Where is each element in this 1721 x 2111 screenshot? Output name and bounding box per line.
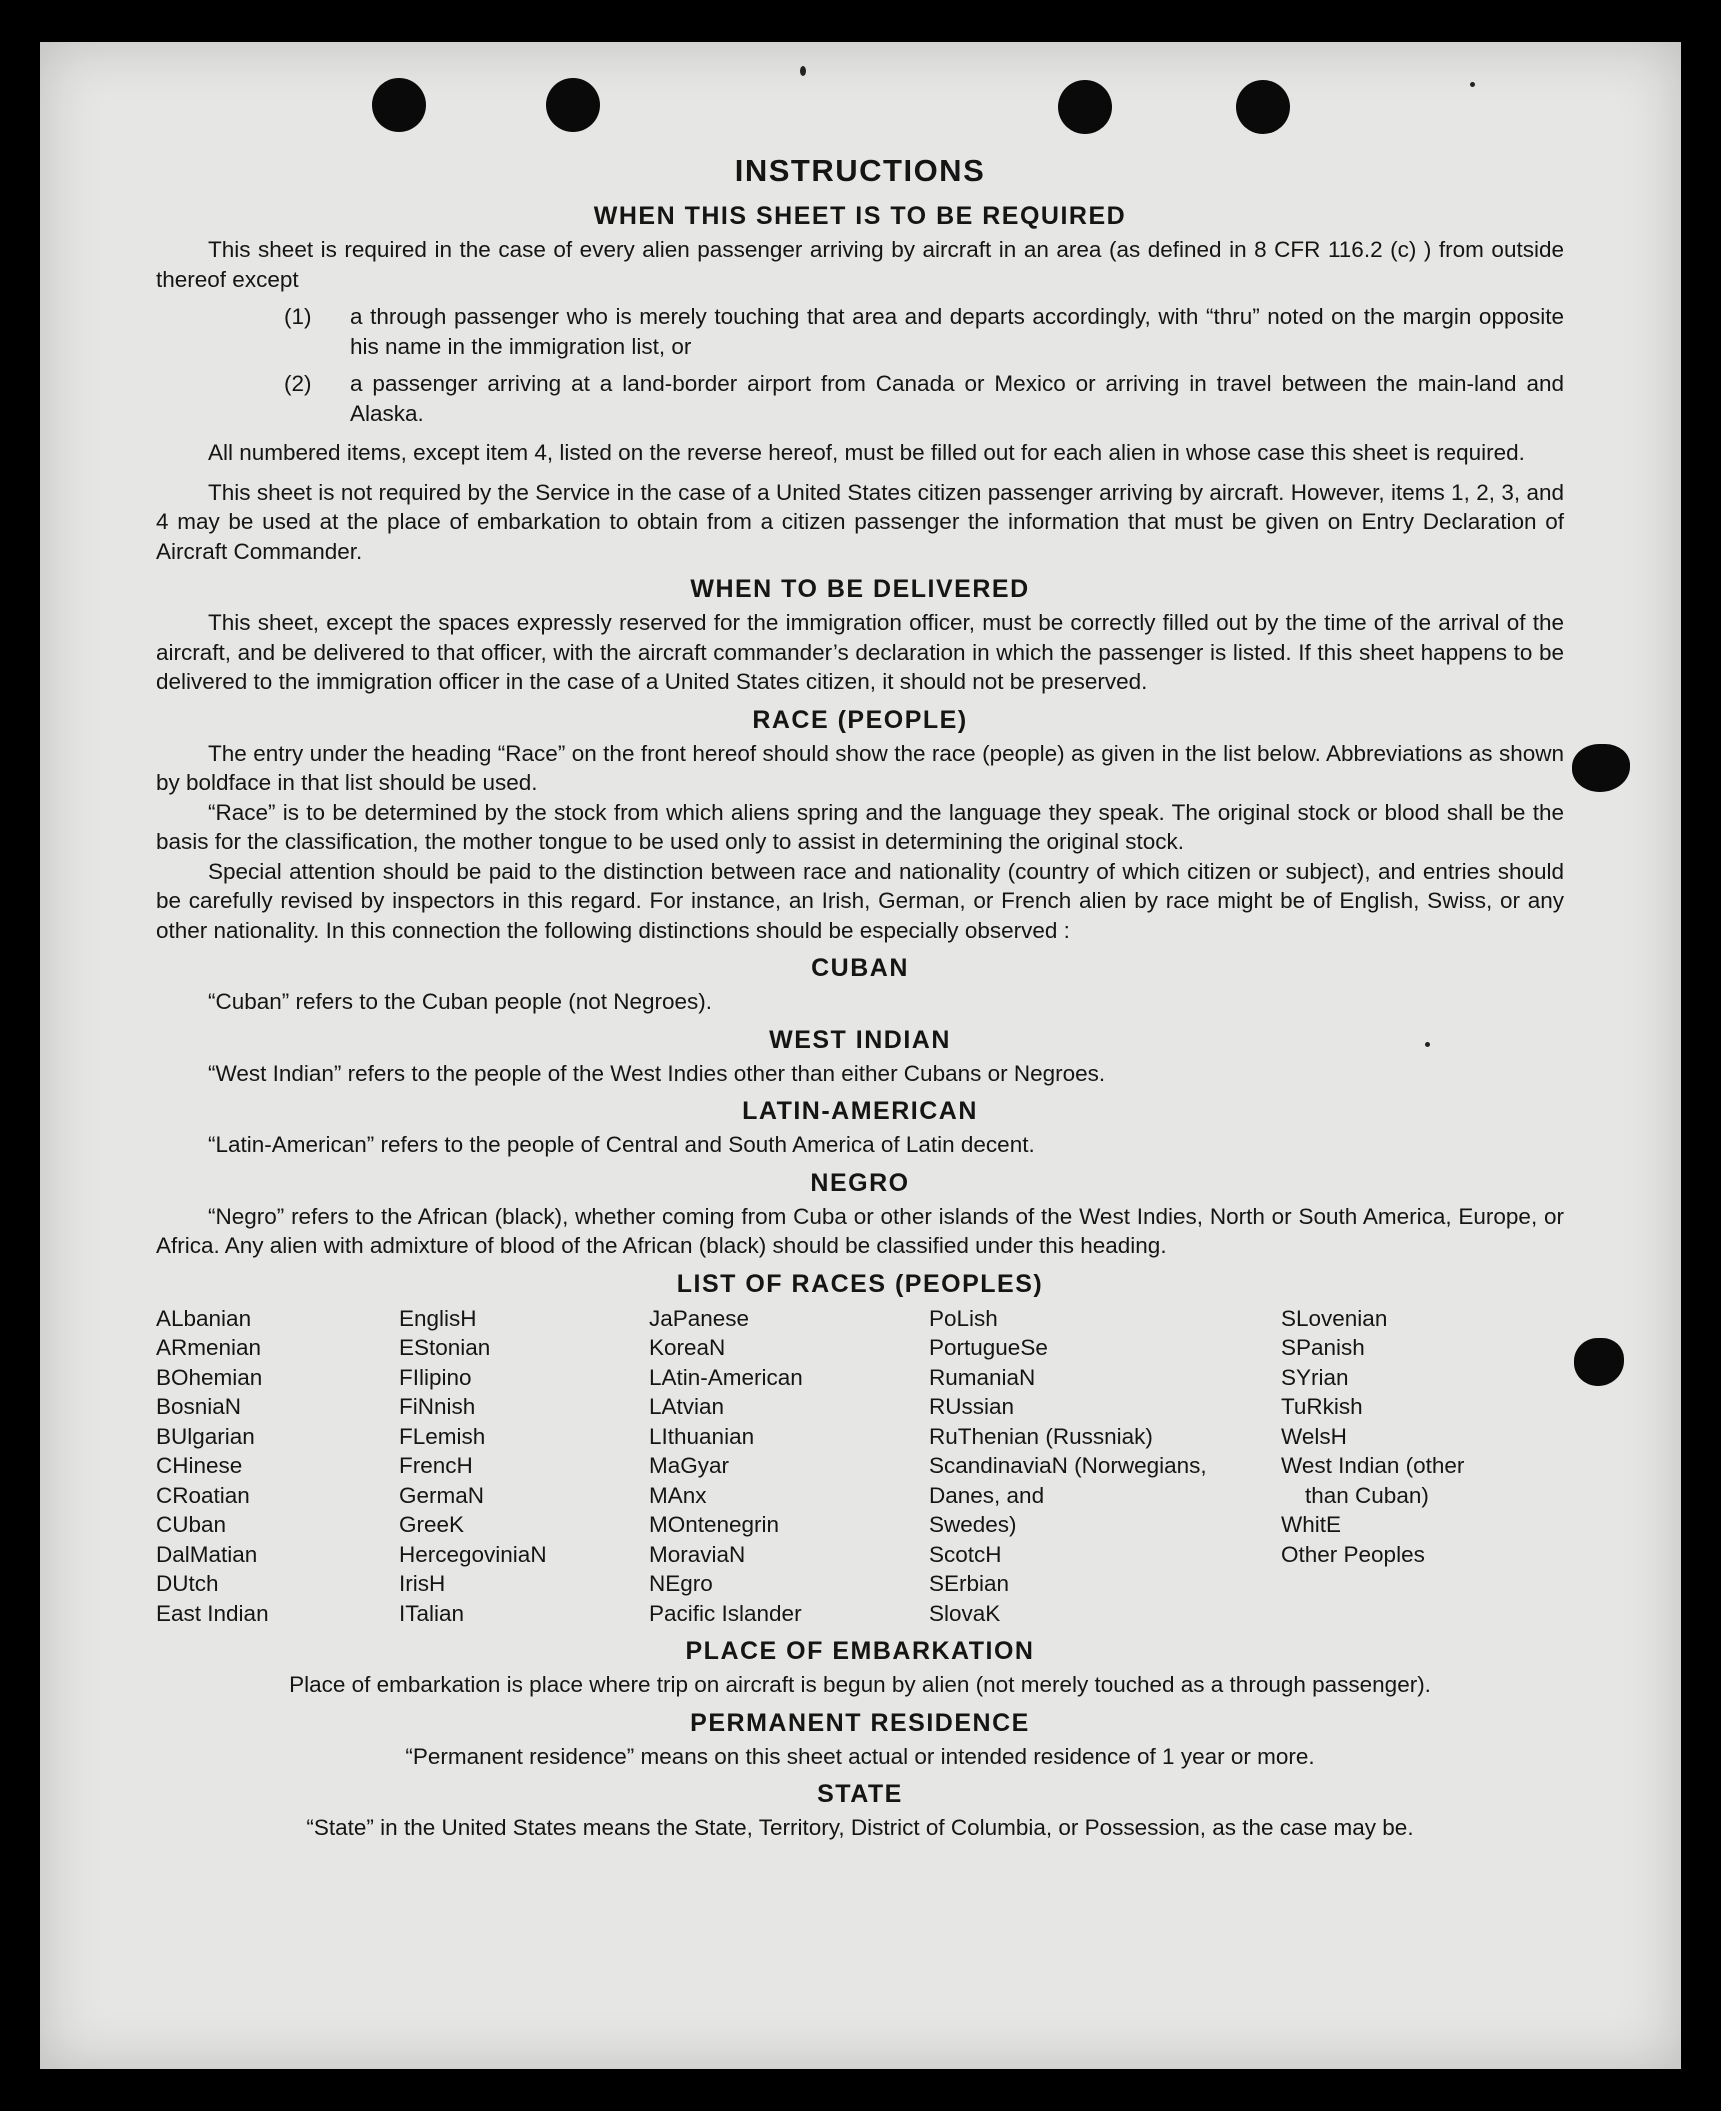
race-item: FrencH [399,1453,473,1478]
race-item: ALbanian [156,1305,252,1331]
punch-hole [372,78,426,132]
ink-blot [1572,744,1630,792]
race-item: BOhemian [156,1364,263,1390]
race-item: SYrian [1281,1364,1349,1390]
race-item: ITalian [399,1600,465,1626]
race-item: RumaniaN [929,1364,1036,1390]
race-item: SErbian [929,1571,1010,1596]
required-paragraph-2: All numbered items, except item 4, listed on the reverse hereof, must be filled out for each alien in whose case this sheet is required. [208,440,1525,465]
punch-hole [1058,80,1112,134]
race-column [399,1304,649,1629]
heading-when-delivered: WHEN TO BE DELIVERED [690,575,1030,603]
page-title: INSTRUCTIONS [734,153,986,188]
ink-speck [1470,82,1475,87]
race-item: DalMatian [156,1541,258,1567]
race-item: MoraviaN [649,1541,746,1567]
race-item: FiNnish [399,1394,476,1419]
race-item: HercegoviniaN [399,1541,547,1567]
race-item: BUlgarian [156,1423,255,1449]
race-item: BosniaN [156,1394,242,1419]
race-item: FLemish [399,1423,486,1449]
exception-2 [156,369,1564,428]
race-column [649,1304,929,1629]
race-item: SlovaK [929,1600,1001,1626]
heading-cuban: CUBAN [811,954,909,982]
race-item: MaGyar [649,1453,730,1478]
race-item: SPanish [1281,1335,1365,1360]
race-item: Pacific Islander [649,1600,802,1626]
race-item: DUtch [156,1571,219,1596]
race-item: IrisH [399,1571,446,1596]
race-item: EStonian [399,1335,491,1360]
exception-number: (1) [284,304,312,329]
required-intro: This sheet is required in the case of every alien passenger arriving by aircraft in an area (as defined in 8 CFR 116.2 (c) ) from outside thereof except [156,237,1564,292]
heading-west-indian: WEST INDIAN [769,1025,951,1054]
race-item: CUban [156,1512,227,1537]
residence-text: “Permanent residence” means on this sheet actual or intended residence of 1 year or more. [405,1743,1315,1769]
race-item: ScotcH [929,1541,1002,1567]
race-item: GreeK [399,1512,465,1537]
race-item: LAtvian [649,1394,725,1419]
race-item: East Indian [156,1600,269,1626]
race-column [929,1304,1281,1629]
race-column [1281,1304,1564,1629]
race-item: FIlipino [399,1364,472,1390]
race-item: West Indian (other [1281,1453,1465,1478]
race-column [156,1304,399,1629]
race-item: ScandinaviaN (Norwegians, [929,1453,1207,1478]
race-paragraph-1: The entry under the heading “Race” on the front hereof should show the race (people) as given in the list below. Abbreviations as shown by boldface in that list should be used. [156,740,1564,795]
required-paragraph-3: This sheet is not required by the Service in the case of a United States citizen passenger arriving by aircraft. However, items 1, 2, 3, and 4 may be used at the place of embarkation to obtain from a citizen passenger the information that must be given on Entry Declaration of Aircraft Commander. [156,479,1564,564]
race-item: Swedes) [929,1512,1017,1537]
state-text: “State” in the United States means the State, Territory, District of Columbia, or Possession, as the case may be. [306,1815,1414,1840]
west-indian-text: “West Indian” refers to the people of the West Indies other than either Cubans or Negroes. [208,1060,1106,1086]
race-item: CRoatian [156,1482,250,1508]
race-paragraph-3: Special attention should be paid to the distinction between race and nationality (country of which citizen or subject), and entries should be carefully revised by inspectors in this regard. For instance, an Irish, German, or French alien by race might be of English, Swiss, or any other nationality. In this connection the following distinctions should be especially observed : [156,858,1564,943]
heading-state: STATE [817,1780,903,1808]
exception-text: a passenger arriving at a land-border airport from Canada or Mexico or arriving in travel between the main-land and Alaska. [350,371,1564,426]
latin-american-text: “Latin-American” refers to the people of Central and South America of Latin decent. [208,1132,1035,1157]
race-item: SLovenian [1281,1305,1388,1331]
race-item: WelsH [1281,1423,1347,1449]
delivered-text: This sheet, except the spaces expressly reserved for the immigration officer, must be correctly filled out by the time of the arrival of the aircraft, and be delivered to that officer, with the aircraft commander’s declaration in which the passenger is listed. If this sheet happens to be delivered to the immigration officer in the case of a United States citizen, it should not be preserved. [156,610,1564,694]
race-item: MOntenegrin [649,1512,780,1537]
race-item: LAtin-American [649,1364,803,1390]
heading-latin-american: LATIN-AMERICAN [742,1097,978,1125]
heading-negro: NEGRO [810,1168,910,1197]
race-item: EnglisH [399,1305,477,1331]
cuban-text: “Cuban” refers to the Cuban people (not Negroes). [208,989,713,1014]
punch-hole [1236,80,1290,134]
heading-race: RACE (PEOPLE) [752,705,968,734]
race-item: Other Peoples [1281,1541,1425,1567]
race-item: than Cuban) [1305,1482,1429,1508]
exception-number: (2) [284,371,312,396]
punch-hole [546,78,600,132]
race-item: KoreaN [649,1335,726,1360]
instructions-text [156,152,1564,1843]
race-item: RUssian [929,1394,1015,1419]
race-item: WhitE [1281,1512,1342,1537]
race-list [156,1304,1564,1629]
race-item: MAnx [649,1482,707,1508]
heading-list-of-races: LIST OF RACES (PEOPLES) [676,1269,1044,1298]
embarkation-text: Place of embarkation is place where trip on aircraft is begun by alien (not merely touched as a through passenger). [289,1672,1431,1697]
exception-text: a through passenger who is merely touching that area and departs accordingly, with “thru” noted on the margin opposite his name in the immigration list, or [350,304,1564,359]
heading-when-required: WHEN THIS SHEET IS TO BE REQUIRED [593,202,1127,230]
race-item: JaPanese [649,1305,750,1331]
race-item: PortugueSe [929,1335,1048,1360]
ink-blot [1574,1338,1624,1386]
race-item: LIthuanian [649,1423,755,1449]
race-item: NEgro [649,1571,713,1596]
race-item: ARmenian [156,1335,262,1360]
negro-text: “Negro” refers to the African (black), whether coming from Cuba or other islands of the West Indies, North or South America, Europe, or Africa. Any alien with admixture of blood of the African (black) should be classified under this heading. [156,1203,1564,1258]
race-item: PoLish [929,1305,998,1331]
race-item: TuRkish [1281,1394,1363,1419]
ink-speck [800,66,806,76]
race-item: RuThenian (Russniak) [929,1423,1153,1449]
heading-place-of-embarkation: PLACE OF EMBARKATION [685,1637,1035,1665]
heading-permanent-residence: PERMANENT RESIDENCE [690,1708,1030,1737]
exception-1 [156,302,1564,361]
race-item: GermaN [399,1482,485,1508]
race-item: CHinese [156,1453,243,1478]
race-paragraph-2: “Race” is to be determined by the stock from which aliens spring and the language they speak. The original stock or blood shall be the basis for the classification, the mother tongue to be used only to assist in determining the original stock. [156,799,1564,854]
race-item: Danes, and [929,1482,1045,1508]
